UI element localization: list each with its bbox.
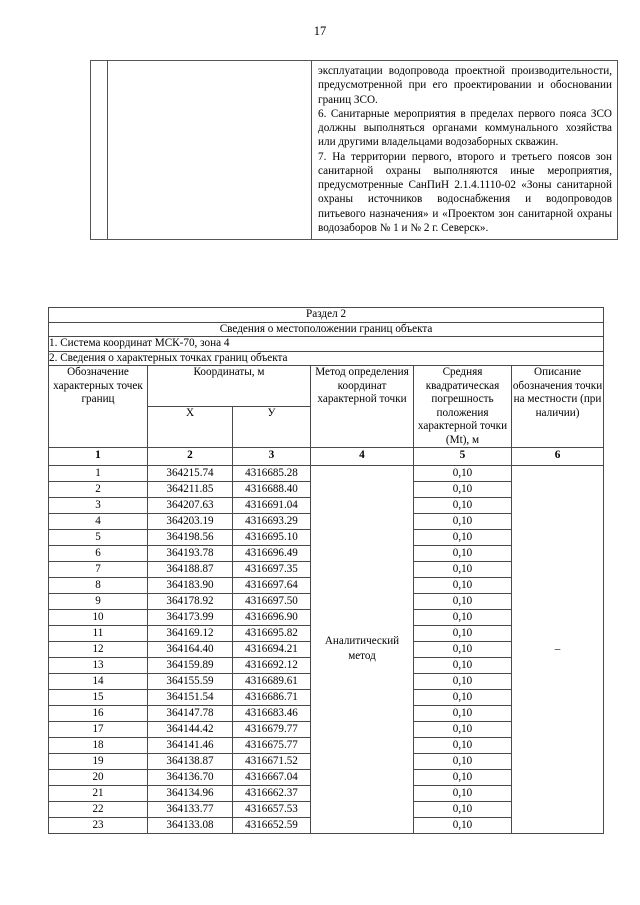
- point-number-cell: 3: [49, 497, 148, 513]
- coordinate-x-cell: 364155.59: [148, 673, 233, 689]
- coordinate-y-cell: 4316696.90: [233, 609, 311, 625]
- header-y: У: [233, 407, 311, 448]
- point-number-cell: 12: [49, 641, 148, 657]
- point-number-cell: 20: [49, 769, 148, 785]
- coord-system-row: [49, 337, 604, 352]
- coordinate-x-cell: 364136.70: [148, 769, 233, 785]
- continuation-table: [90, 60, 618, 240]
- header-row-top: [49, 366, 604, 407]
- point-number-cell: 22: [49, 801, 148, 817]
- point-number-cell: 14: [49, 673, 148, 689]
- data-rows-body: [49, 465, 604, 833]
- coordinate-y-cell: 4316696.49: [233, 545, 311, 561]
- description-cell: –: [512, 465, 604, 833]
- column-number-5: 5: [414, 448, 512, 466]
- coordinate-x-cell: 364133.08: [148, 817, 233, 833]
- header-mean-square-error: Средняя квадратическая погрешность положения характерной точки (Mt), м: [414, 366, 512, 448]
- column-number-3: 3: [233, 448, 311, 466]
- paragraph-continuation: эксплуатации водопровода проектной производительности, предусмотренной при его проектировании и обосновании границ ЗСО.: [318, 65, 612, 106]
- coordinate-x-cell: 364169.12: [148, 625, 233, 641]
- point-number-cell: 8: [49, 577, 148, 593]
- method-cell: Аналитический метод: [311, 465, 414, 833]
- mean-square-error-cell: 0,10: [414, 801, 512, 817]
- coordinate-y-cell: 4316692.12: [233, 657, 311, 673]
- mean-square-error-cell: 0,10: [414, 769, 512, 785]
- coordinate-x-cell: 364144.42: [148, 721, 233, 737]
- mean-square-error-cell: 0,10: [414, 593, 512, 609]
- coordinate-y-cell: 4316694.21: [233, 641, 311, 657]
- mean-square-error-cell: 0,10: [414, 561, 512, 577]
- coordinate-y-cell: 4316695.10: [233, 529, 311, 545]
- coordinate-x-cell: 364164.40: [148, 641, 233, 657]
- points-info-line: 2. Сведения о характерных точках границ объекта: [49, 351, 604, 366]
- point-number-cell: 10: [49, 609, 148, 625]
- coordinate-x-cell: 364178.92: [148, 593, 233, 609]
- mean-square-error-cell: 0,10: [414, 641, 512, 657]
- section-title-row: [49, 308, 604, 323]
- mean-square-error-cell: 0,10: [414, 545, 512, 561]
- mean-square-error-cell: 0,10: [414, 737, 512, 753]
- empty-cell-narrow: [91, 61, 108, 240]
- header-x: X: [148, 407, 233, 448]
- coordinate-y-cell: 4316652.59: [233, 817, 311, 833]
- coordinate-x-cell: 364203.19: [148, 513, 233, 529]
- point-number-cell: 21: [49, 785, 148, 801]
- column-number-2: 2: [148, 448, 233, 466]
- mean-square-error-cell: 0,10: [414, 625, 512, 641]
- points-info-row: [49, 351, 604, 366]
- point-number-cell: 4: [49, 513, 148, 529]
- coordinate-x-cell: 364159.89: [148, 657, 233, 673]
- mean-square-error-cell: 0,10: [414, 609, 512, 625]
- coordinate-x-cell: 364215.74: [148, 465, 233, 481]
- header-description: Описание обозначения точки на местности (при наличии): [512, 366, 604, 448]
- coordinate-y-cell: 4316697.64: [233, 577, 311, 593]
- mean-square-error-cell: 0,10: [414, 577, 512, 593]
- mean-square-error-cell: 0,10: [414, 785, 512, 801]
- coordinate-x-cell: 364147.78: [148, 705, 233, 721]
- coordinate-x-cell: 364141.46: [148, 737, 233, 753]
- column-number-row: [49, 448, 604, 466]
- column-number-4: 4: [311, 448, 414, 466]
- mean-square-error-cell: 0,10: [414, 657, 512, 673]
- coordinate-y-cell: 4316689.61: [233, 673, 311, 689]
- point-number-cell: 17: [49, 721, 148, 737]
- section-title: Раздел 2: [49, 308, 604, 323]
- section-subtitle-row: [49, 322, 604, 337]
- header-point-designation: Обозначение характерных точек границ: [49, 366, 148, 448]
- page-number: 17: [313, 24, 327, 38]
- section-2-table: [48, 307, 604, 834]
- mean-square-error-cell: 0,10: [414, 753, 512, 769]
- mean-square-error-cell: 0,10: [414, 497, 512, 513]
- coordinate-x-cell: 364183.90: [148, 577, 233, 593]
- mean-square-error-cell: 0,10: [414, 817, 512, 833]
- point-number-cell: 11: [49, 625, 148, 641]
- coordinate-y-cell: 4316675.77: [233, 737, 311, 753]
- point-number-cell: 15: [49, 689, 148, 705]
- header-method: Метод определения координат характерной точки: [311, 366, 414, 448]
- mean-square-error-cell: 0,10: [414, 529, 512, 545]
- point-number-cell: 1: [49, 465, 148, 481]
- coordinate-y-cell: 4316695.82: [233, 625, 311, 641]
- coordinate-x-cell: 364211.85: [148, 481, 233, 497]
- mean-square-error-cell: 0,10: [414, 465, 512, 481]
- point-number-cell: 19: [49, 753, 148, 769]
- point-number-cell: 18: [49, 737, 148, 753]
- mean-square-error-cell: 0,10: [414, 721, 512, 737]
- coordinate-y-cell: 4316667.04: [233, 769, 311, 785]
- coordinate-y-cell: 4316662.37: [233, 785, 311, 801]
- mean-square-error-cell: 0,10: [414, 513, 512, 529]
- point-number-cell: 13: [49, 657, 148, 673]
- coordinate-x-cell: 364198.56: [148, 529, 233, 545]
- coordinate-y-cell: 4316688.40: [233, 481, 311, 497]
- table-row: [49, 465, 604, 481]
- coordinate-y-cell: 4316683.46: [233, 705, 311, 721]
- mean-square-error-cell: 0,10: [414, 673, 512, 689]
- column-number-1: 1: [49, 448, 148, 466]
- section-subtitle: Сведения о местоположении границ объекта: [49, 322, 604, 337]
- header-coordinates-group: Координаты, м: [148, 366, 311, 407]
- coordinate-x-cell: 364173.99: [148, 609, 233, 625]
- mean-square-error-cell: 0,10: [414, 689, 512, 705]
- coordinate-y-cell: 4316685.28: [233, 465, 311, 481]
- coordinate-y-cell: 4316671.52: [233, 753, 311, 769]
- point-number-cell: 9: [49, 593, 148, 609]
- coordinate-system-line: 1. Система координат МСК-70, зона 4: [49, 337, 604, 352]
- point-number-cell: 23: [49, 817, 148, 833]
- coordinate-y-cell: 4316697.35: [233, 561, 311, 577]
- empty-cell-wide: [108, 61, 312, 240]
- point-number-cell: 7: [49, 561, 148, 577]
- coordinate-y-cell: 4316679.77: [233, 721, 311, 737]
- point-number-cell: 5: [49, 529, 148, 545]
- coordinate-y-cell: 4316697.50: [233, 593, 311, 609]
- mean-square-error-cell: 0,10: [414, 705, 512, 721]
- paragraph-item-6: 6. Санитарные мероприятия в пределах первого пояса ЗСО должны выполняться органами коммунального хозяйства или другими владельцами водозаборных скважин.: [318, 107, 612, 149]
- coordinate-x-cell: 364133.77: [148, 801, 233, 817]
- coordinate-x-cell: 364207.63: [148, 497, 233, 513]
- coordinate-x-cell: 364138.87: [148, 753, 233, 769]
- coordinate-x-cell: 364188.87: [148, 561, 233, 577]
- coordinate-y-cell: 4316657.53: [233, 801, 311, 817]
- point-number-cell: 6: [49, 545, 148, 561]
- coordinate-x-cell: 364151.54: [148, 689, 233, 705]
- coordinate-x-cell: 364134.96: [148, 785, 233, 801]
- table-row: [91, 61, 618, 240]
- column-number-6: 6: [512, 448, 604, 466]
- coordinate-y-cell: 4316686.71: [233, 689, 311, 705]
- point-number-cell: 2: [49, 481, 148, 497]
- continuation-text-cell: [312, 61, 618, 240]
- point-number-cell: 16: [49, 705, 148, 721]
- coordinate-x-cell: 364193.78: [148, 545, 233, 561]
- coordinate-y-cell: 4316693.29: [233, 513, 311, 529]
- paragraph-item-7: 7. На территории первого, второго и третьего поясов зон санитарной охраны выполняются иные мероприятия, предусмотренные СанПиН 2.1.4.1110-02 «Зоны санитарной охраны источников водоснабжения и водопроводов питьевого назначения» и «Проектом зон санитарной охраны водозаборов № 1 и № 2 г. Северск».: [318, 150, 612, 234]
- mean-square-error-cell: 0,10: [414, 481, 512, 497]
- coordinate-y-cell: 4316691.04: [233, 497, 311, 513]
